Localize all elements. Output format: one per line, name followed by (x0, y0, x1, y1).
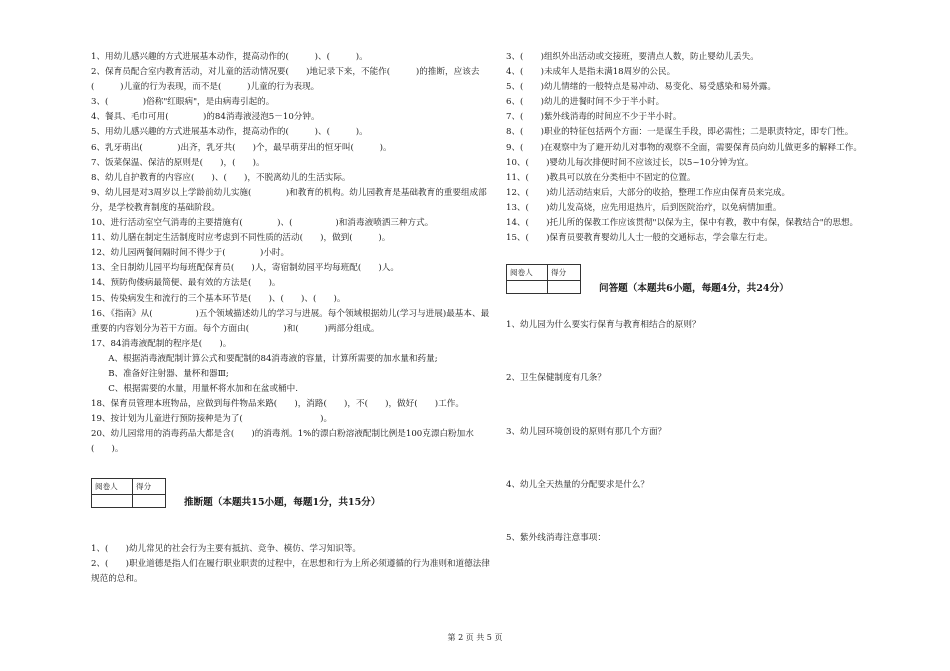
judge-section-header (91, 478, 491, 508)
question-item: 9、( )在观察中为了避开幼儿对事物的观察不全面，需要保育员向幼儿做更多的解释工作。 (506, 142, 862, 153)
judge-questions-left (91, 542, 491, 587)
question-item: 19、按计划为儿童进行预防接种是为了( )。 (91, 414, 333, 425)
question-item: 2、卫生保健制度有几条？ (506, 373, 606, 384)
question-item: 3、幼儿园环境创设的原则有那几个方面？ (506, 426, 667, 437)
question-item: 12、幼儿园两餐间隔时间不得少于( )小时。 (91, 248, 290, 259)
qa-section-header (506, 264, 890, 294)
question-item: 3、( )俗称"红眼病"，是由病毒引起的。 (91, 97, 275, 108)
question-item: 11、幼儿膳在制定生活制度时应考虑到不同性质的活动( )，做到( )。 (91, 233, 391, 244)
question-item: 5、紫外线消毒注意事项： (506, 532, 606, 543)
question-item: 2、保育员配合室内教育活动，对儿童的活动情况要( )地记录下来，不能作( )的推断，应该去( )儿童的行为表现，而不是( )儿童的行为表现。 (91, 67, 480, 93)
question-item: 10、进行活动室空气消毒的主要措施有( )、( )和消毒液喷洒三种方式。 (91, 218, 434, 229)
reviewer-label: 阅卷人 (507, 265, 548, 281)
question-item: 16、《指南》从( )五个领域描述幼儿的学习与进展。每个领域根据幼儿(学习与进展)最基本、最重要的内容划分为若干方面。每个方面由( )和( )两部分组成。 (91, 308, 490, 334)
reviewer-label: 阅卷人 (92, 478, 133, 494)
reviewer-cell (92, 494, 133, 507)
question-item: 8、幼儿自护教育的内容应( )、( )，不脱离幼儿的生活实际。 (91, 172, 351, 183)
question-item: 3、( )组织外出活动或交接班，要清点人数，防止婴幼儿丢失。 (506, 52, 759, 62)
question-item: 1、用幼儿感兴趣的方式进展基本动作，提高动作的( )、( )。 (91, 52, 368, 62)
question-item: 5、( )幼儿情绪的一般特点是易冲动、易变化、易受感染和易外露。 (506, 82, 776, 93)
question-item: 20、幼儿园常用的消毒药品大都是含( )的消毒剂。1%的漂白粉溶液配制比例是100克漂白粉加水( )。 (91, 429, 474, 455)
reviewer-cell (507, 281, 548, 294)
qa-questions (506, 318, 890, 545)
judge-questions-right (506, 50, 890, 246)
score-label: 得分 (548, 265, 581, 281)
question-item: 6、( )幼儿的进餐时间不少于半小时。 (506, 97, 665, 108)
score-cell (133, 494, 166, 507)
question-item: 14、预防佝偻病最简便、最有效的方法是( )。 (91, 278, 281, 289)
question-item: 4、( )未成年人是指未满18周岁的公民。 (506, 67, 676, 78)
question-item: 7、饭菜保温、保洁的原则是( )，( )。 (91, 157, 265, 168)
question-item: 14、( )托儿所的保教工作应该贯彻"以保为主，保中有教，教中有保，保教结合"的思想。 (506, 218, 859, 229)
qa-section-title: 问答题（本题共6小题，每题4分，共24分） (599, 283, 789, 295)
question-item: 6、乳牙萌出( )出齐，乳牙共( )个，最早萌芽出的恒牙叫( )。 (91, 142, 392, 153)
question-item: A、根据消毒液配制计算公式和要配制的84消毒液的容量，计算所需要的加水量和药量; (91, 353, 438, 364)
page-footer: 第 2 页 共 5 页 (447, 633, 503, 642)
score-label: 得分 (133, 478, 166, 494)
question-item: 15、传染病发生和流行的三个基本环节是( )、( )、( )。 (91, 293, 346, 304)
judge-score-table (91, 478, 166, 508)
question-item: C、根据需要的水量，用量杯将水加和在盆或桶中. (91, 384, 298, 395)
question-item: 5、用幼儿感兴趣的方式进展基本动作，提高动作的( )、( )。 (91, 127, 368, 138)
question-item: 2、( )职业道德是指人们在履行职业职责的过程中，在思想和行为上所必须遵循的行为准则和道德法律规范的总和。 (91, 558, 490, 584)
question-item: 17、84消毒液配制的程序是( )。 (91, 338, 232, 349)
judge-section-title: 推断题（本题共15小题，每题1分，共15分） (184, 496, 381, 508)
question-item: 7、( )紫外线消毒的时间应不少于半小时。 (506, 112, 682, 123)
score-cell (548, 281, 581, 294)
fill-in-questions (91, 50, 491, 458)
question-item: 9、幼儿园是对3周岁以上学龄前幼儿实施( )和教育的机构。幼儿园教育是基础教育的重要组成部分，是学校教育制度的基础阶段。 (91, 187, 487, 213)
question-item: 13、全日制幼儿园平均每班配保育员( )人，寄宿制幼园平均每班配( )人。 (91, 263, 399, 274)
qa-score-table (506, 264, 581, 294)
question-item: 15、( )保育员要教育婴幼儿人士一般的交通标志，学会靠左行走。 (506, 233, 773, 244)
question-item: 10、( )婴幼儿每次排便时间不应该过长，以5~10分钟为宜。 (506, 157, 754, 168)
question-item: 11、( )教具可以放在分类柜中不固定的位置。 (506, 172, 696, 183)
question-item: 12、( )幼儿活动结束后，大部分的收拾，整理工作应由保育员来完成。 (506, 187, 791, 198)
question-item: 1、幼儿园为什么要实行保育与教育相结合的原则？ (506, 320, 701, 331)
question-item: 13、( )幼儿发高烧，应先用退热片，后到医院治疗，以免病情加重。 (506, 202, 782, 213)
question-item: 8、( )职业的特征包括两个方面：一是谋生手段，即必需性；二是职责特定，即专门性。 (506, 127, 854, 138)
question-item: B、准备好注射器、量杯和器Ⅲ; (91, 368, 229, 379)
question-item: 4、幼儿全天热量的分配要求是什么？ (506, 479, 649, 490)
question-item: 1、( )幼儿常见的社会行为主要有抵抗、竞争、模仿、学习知识等。 (91, 543, 361, 554)
question-item: 4、餐具、毛巾可用( )的84消毒液浸泡5－10分钟。 (91, 112, 320, 123)
left-column (91, 50, 491, 587)
question-item: 18、保育员管理本班物品，应做到每件物品来路( )，消路( )，不( )，做好( )工作。 (91, 399, 464, 410)
right-column (506, 50, 890, 546)
